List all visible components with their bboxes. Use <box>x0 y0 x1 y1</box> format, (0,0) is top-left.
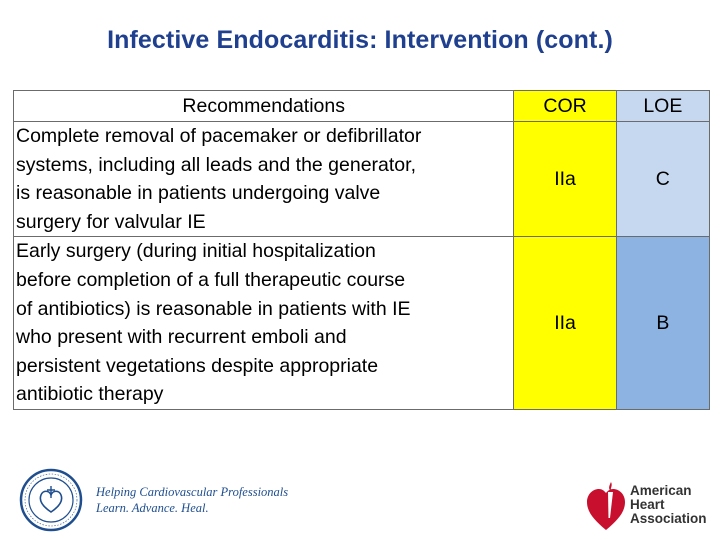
table-row <box>14 122 710 237</box>
aha-footer-logo <box>584 476 714 536</box>
recommendation-line: systems, including all leads and the generator, <box>16 153 416 176</box>
recommendation-line: Complete removal of pacemaker or defibrillator <box>16 125 422 147</box>
header-recommendations: Recommendations <box>14 91 514 122</box>
recommendation-line: persistent vegetations despite appropriate <box>16 354 379 377</box>
acc-footer-logo <box>18 468 318 532</box>
header-cor: COR <box>514 91 616 122</box>
recommendation-cell <box>14 237 514 410</box>
aha-line: Heart <box>630 497 665 512</box>
recommendation-line: Early surgery (during initial hospitalization <box>16 240 376 263</box>
acc-seal-icon <box>18 468 84 532</box>
tagline-line: Helping Cardiovascular Professionals <box>96 485 289 499</box>
recommendation-line: of antibiotics) is reasonable in patients with IE <box>16 297 411 320</box>
table-row <box>14 237 710 410</box>
heart-torch-icon <box>584 478 628 534</box>
recommendation-cell <box>14 122 514 237</box>
recommendations-table <box>13 90 710 410</box>
recommendation-line: antibiotic therapy <box>16 383 164 406</box>
slide-title: Infective Endocarditis: Intervention (cont.) <box>107 26 613 54</box>
table-header-row <box>14 91 710 122</box>
aha-wordmark <box>630 484 707 526</box>
cor-cell: IIa <box>514 237 616 410</box>
recommendation-line: before completion of a full therapeutic course <box>16 268 406 291</box>
loe-cell: B <box>616 237 709 410</box>
recommendation-line: surgery for valvular IE <box>16 210 206 233</box>
tagline-line: Learn. Advance. Heal. <box>96 501 209 515</box>
aha-line: Association <box>630 511 707 526</box>
header-loe: LOE <box>616 91 709 122</box>
cor-cell: IIa <box>514 122 616 237</box>
aha-line: American <box>630 483 692 498</box>
acc-tagline <box>96 484 288 516</box>
recommendation-line: who present with recurrent emboli and <box>16 326 347 349</box>
loe-cell: C <box>616 122 709 237</box>
recommendation-line: is reasonable in patients undergoing valve <box>16 182 381 205</box>
